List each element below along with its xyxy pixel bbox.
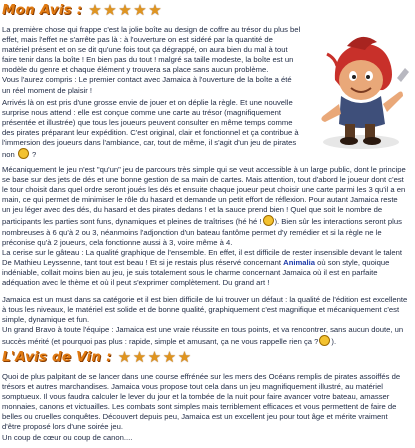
paragraph-6: Jamaica est un must dans sa catégorie et il est bien difficile de lui trouver un défaut : la qualité de l'édition est excellente à tous les niveaux, le matériel est solide et de bonne qualité, graphiquement c'est magnifique et mécaniquement c'est simple, dynamique et fun. [2, 295, 408, 325]
wine-text: Quoi de plus palpitant de se lancer dans une course effrénée sur les mers des Océans remplis de pirates assoiffés de trésors et autres marchandises. Jamaica vous propose tout cela dans un jeu magnifiquement illustré, au matériel somptueux. Il vous faudra calculer le lever du jour et la tombée de la nuit pour faire avancer votre bateau, amasser monnaies, canons et victuailles. Les combats sont simples mais terriblement efficaces et vous permettent de faire de belles ou cruelles conquêtes. Découvert depuis peu, Jamaica est un excellent jeu pour tout âge et mérite vraiment d'être proposé lors d'une soirée jeu. [2, 372, 401, 432]
paragraph-1: La première chose qui frappe c'est la jolie boîte au design de coffre au trésor du plus bel effet, mais l'effet ne s'arrête pas là : à l'ouverture on est sidéré par la quantité de matériel présent et on se dit qu'une fois tout ça dégrappé, on aura bien du mal à tout faire tenir dans la boîte ! En bien pas du tout ! malgré sa taille modeste, la boîte est un modèle du genre et chaque élément y trouvera sa place sans aucun problème. [2, 25, 301, 75]
star-icon: ★ [117, 348, 132, 366]
paragraph-7-end: ). [331, 337, 337, 347]
paragraph-5b: où son style, quoique indéniable, collait moins bien au jeu, je suis totalement sous le charme concernant Jamaica où il est en parfaite adéquation avec le thème et où il peut s'exprimer complètement. Du grand art ! [2, 258, 390, 288]
paragraph-7: Un grand Bravo à toute l'équipe : Jamaica est une vraie réussite en tous points, et va rencontrer, sans aucun doute, un succès mérité (et pourquoi pas plus : rapide, simple et amusant, ça ne vous rappelle rien ça ? [2, 325, 404, 347]
review-heading [2, 2, 162, 18]
smiley-icon [319, 335, 330, 346]
paragraph-4: Mécaniquement le jeu n'est "qu'un" jeu de parcours très simple qui se veut accessible à un large public, dont le principe se base sur des jets de dés et une bonne gestion de sa main de cartes. Mais attention, tout d'abord le joueur dont c'est le tour choisit dans quel ordre seront joués les dés et ensuite chaque joueur peut choisir une carte parmi les 3 qu'il a en main, ce qui permet de minimiser le rôle du hasard et demande un petit effort de réflexion. Pour autant Jamaica reste un jeu léger avec des dés, du hasard et des pirates dedans ! et la sauce prend bien ! Quel que soit le nombre de participants les parties sont funs, dynamiques et pleines de traîtrises (hé hé ! [2, 165, 406, 227]
star-icon: ★ [148, 1, 162, 19]
wine-closing: Un coup de cœur ou coup de canon.... [2, 432, 133, 442]
star-icon: ★ [132, 348, 147, 366]
paragraph-4b: ). Bien sûr les interactions seront plus nombreuses à 6 qu'à 2 ou 3, néanmoins l'adjonction d'un bateau fantôme permet d'y remédier et si la règle ne le préconise qu'à 2 joueurs, cela fonctionne aussi à 3, voire même à 4. [2, 217, 402, 247]
paragraph-3: Arrivés là on est pris d'une grosse envie de jouer et on déplie la règle. Et une nouvelle surprise nous attend : elle est conçue comme une carte au trésor (magnifiquement présentée et illustrée) que tous les joueurs peuvent consulter en même temps comme des pirates préparant leur expédition. C'est original, clair et fonctionnel et ça contribue à l'immersion des joueurs dans l'ambiance, car, tout de même, il s'agit d'un jeu de pirates non [2, 98, 299, 160]
review-heading-text: Mon Avis : [2, 2, 83, 18]
smiley-icon [18, 148, 29, 159]
intro-paragraph [2, 25, 302, 96]
wine-paragraph [2, 372, 408, 443]
rules-paragraph: Arrivés là on est pris d'une grosse envie de jouer et on déplie la règle. Et une nouvelle surprise nous attend : elle est conçue comme une carte au trésor (magnifiquement présentée et illustrée) que tous les joueurs peuvent consulter en même temps comme des pirates préparant leur expédition. C'est original, clair et fonctionnel et ça contribue à l'immersion des joueurs dans l'ambiance, car, tout de même, il s'agit d'un jeu de pirates non ? [2, 98, 299, 160]
graphics-paragraph [2, 248, 408, 288]
wine-rating [118, 350, 192, 364]
star-icon: ★ [88, 1, 102, 19]
star-icon: ★ [118, 1, 132, 19]
star-icon: ★ [177, 348, 192, 366]
paragraph-5: La cerise sur le gâteau : La qualité graphique de l'ensemble. En effet, il est difficile de rester insensible devant le talent De Mathieu Leyssenne, tant tout est beau ! Et si je restais plus réservé concernant [2, 248, 403, 268]
wine-heading-text: L'Avis de Vin : [2, 349, 112, 365]
star-icon: ★ [162, 348, 177, 366]
review-rating [88, 3, 162, 17]
conclusion-paragraph [2, 295, 408, 347]
star-icon: ★ [103, 1, 117, 19]
pirate-illustration [305, 20, 413, 152]
star-icon: ★ [147, 348, 162, 366]
mechanics-paragraph [2, 165, 408, 248]
star-icon: ★ [133, 1, 147, 19]
paragraph-2: Vous l'aurez compris : Le premier contact avec Jamaica à l'ouverture de la boîte a été un réel moment de plaisir ! [2, 75, 292, 95]
wine-heading [2, 349, 192, 365]
animalia-link[interactable]: Animalia [283, 258, 316, 268]
smiley-icon [263, 215, 274, 226]
